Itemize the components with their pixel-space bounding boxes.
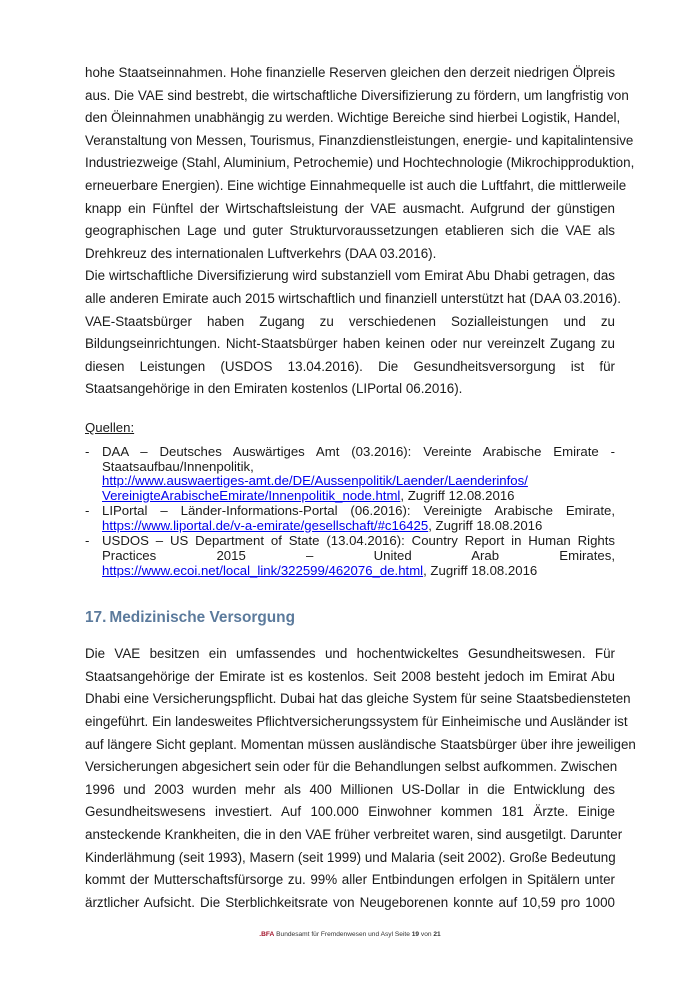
economy-paragraph xyxy=(85,265,621,401)
access-date: , Zugriff 12.08.2016 xyxy=(400,487,515,503)
source-link[interactable]: http://www.auswaertiges-amt.de/DE/Aussenpolitik/Laender/Laenderinfos/ xyxy=(102,473,528,489)
text-line: den Öleinnahmen unabhängig zu werden. Wichtige Bereiche sind hierbei Logistik, Handel, xyxy=(85,110,621,126)
text-line: Drehkreuz des internationalen Luftverkehrs (DAA 03.2016). xyxy=(85,245,437,261)
text-line: Die VAE besitzen ein umfassendes und hochentwickeltes Gesundheitswesen. Für xyxy=(85,646,615,662)
text-line: diesen Leistungen (USDOS 13.04.2016). Die Gesundheitsversorgung ist für xyxy=(85,358,615,374)
intro-paragraph xyxy=(85,62,635,265)
text-line: aus. Die VAE sind bestrebt, die wirtschaftliche Diversifizierung zu fördern, um langfristig von xyxy=(85,87,629,103)
text-line: auf längere Sicht geplant. Momentan müssen ausländische Staatsbürger über ihre jeweiligen xyxy=(85,736,636,752)
text-line: 1996 und 2003 wurden mehr als 400 Millionen US-Dollar in die Entwicklung des xyxy=(85,781,615,797)
source-link-line xyxy=(102,489,615,504)
text-line: kommt der Mutterschaftsfürsorge zu. 99% aller Entbindungen erfolgen in Spitälern unter xyxy=(85,872,615,888)
text-line: Staatsangehörige in den Emiraten kostenlos (LIPortal 06.2016). xyxy=(85,381,463,397)
document-page xyxy=(85,62,636,914)
source-citation: USDOS – US Department of State (13.04.2016): Country Report in Human Rights xyxy=(102,533,615,549)
source-link-line xyxy=(102,564,615,579)
page-total: 21 xyxy=(433,931,441,938)
page-footer xyxy=(0,930,700,940)
text-line: Industriezweige (Stahl, Aluminium, Petrochemie) und Hochtechnologie (Mikrochipproduktion, xyxy=(85,155,635,171)
section-number: 17. xyxy=(85,609,107,627)
medical-paragraph xyxy=(85,643,636,914)
section-heading xyxy=(85,608,615,628)
text-line: geographischen Lage und guter Strukturvoraussetzungen etablieren sich die VAE als xyxy=(85,223,615,239)
source-link-line xyxy=(102,474,615,489)
text-line: erneuerbare Energien). Eine wichtige Einnahmequelle ist auch die Luftfahrt, die mittlerweile xyxy=(85,177,627,193)
bullet-dash: - xyxy=(85,443,90,459)
section-title: Medizinische Versorgung xyxy=(109,609,295,627)
text-line: ansteckende Krankheiten, die in den VAE früher verbreitet waren, sind ausgetilgt. Darunter xyxy=(85,827,623,842)
text-line: knapp ein Fünftel der Wirtschaftsleistung der VAE ausmacht. Aufgrund der günstigen xyxy=(85,200,615,216)
source-citation: Staatsaufbau/Innenpolitik, xyxy=(102,458,254,474)
text-line: Veranstaltung von Messen, Tourismus, Finanzdienstleistungen, energie- und kapitalintensive xyxy=(85,132,634,148)
text-line: Kinderlähmung (seit 1993), Masern (seit 1999) und Malaria (seit 2002). Große Bedeutung xyxy=(85,849,616,865)
access-date: , Zugriff 18.08.2016 xyxy=(428,517,543,533)
text-line: Gesundheitswesens investiert. Auf 100.000 Einwohner kommen 181 Ärzte. Einige xyxy=(85,804,615,820)
text-line: Dhabi eine Versicherungspflicht. Dubai hat das gleiche System für seine Staatsbediensteten xyxy=(85,691,631,707)
text-line: hohe Staatseinnahmen. Hohe finanzielle Reserven gleichen den derzeit niedrigen Ölpreis xyxy=(85,65,616,80)
page-number: 19 xyxy=(411,931,420,938)
sources-title: Quellen: xyxy=(85,419,135,435)
text-line: VAE-Staatsbürger haben Zugang zu verschiedenen Sozialleistungen und zu xyxy=(85,313,615,329)
access-date: , Zugriff 18.08.2016 xyxy=(423,562,538,578)
source-citation: LIPortal – Länder-Informations-Portal (06.2016): Vereinigte Arabische Emirate, xyxy=(102,503,615,519)
bullet-dash: - xyxy=(85,503,90,519)
source-citation: Practices 2015 – United Arab Emirates, xyxy=(102,548,615,564)
sources-list xyxy=(85,445,615,578)
bfa-logo-text: .BFA xyxy=(259,931,275,938)
text-line: Versicherungen abgesichert sein oder für die Behandlungen selbst aufkommen. Zwischen xyxy=(85,759,618,775)
text-line: ärztlicher Aufsicht. Die Sterblichkeitsrate von Neugeborenen konnte auf 10,59 pro 1000 xyxy=(85,894,615,910)
text-line: Bildungseinrichtungen. Nicht-Staatsbürger haben keinen oder nur vereinzelt Zugang zu xyxy=(85,336,615,352)
source-item-usdos xyxy=(85,534,615,578)
source-item-liportal xyxy=(85,504,615,533)
source-item-daa xyxy=(85,445,615,503)
text-line: Staatsangehörige der Emirate ist es kostenlos. Seit 2008 besteht jedoch im Emirat Abu xyxy=(85,668,615,684)
text-line: Die wirtschaftliche Diversifizierung wird substanziell vom Emirat Abu Dhabi getragen, das xyxy=(85,268,615,284)
footer-of: von xyxy=(419,931,434,938)
source-link[interactable]: https://www.liportal.de/v-a-emirate/gesellschaft/#c16425 xyxy=(102,517,429,533)
source-link-line xyxy=(102,519,615,534)
source-link[interactable]: VereinigteArabischeEmirate/Innenpolitik_node.html xyxy=(102,487,401,503)
text-line: eingeführt. Ein landesweites Pflichtversicherungssystem für Einheimische und Ausländer ist xyxy=(85,714,628,730)
bullet-dash: - xyxy=(85,533,90,549)
source-link[interactable]: https://www.ecoi.net/local_link/322599/462076_de.html xyxy=(102,562,424,578)
footer-org: Bundesamt für Fremdenwesen und Asyl Seite xyxy=(274,931,412,938)
text-line: alle anderen Emirate auch 2015 wirtschaftlich und finanziell unterstützt hat (DAA 03.2016). xyxy=(85,290,621,306)
source-citation: DAA – Deutsches Auswärtiges Amt (03.2016): Vereinte Arabische Emirate - xyxy=(102,443,615,459)
